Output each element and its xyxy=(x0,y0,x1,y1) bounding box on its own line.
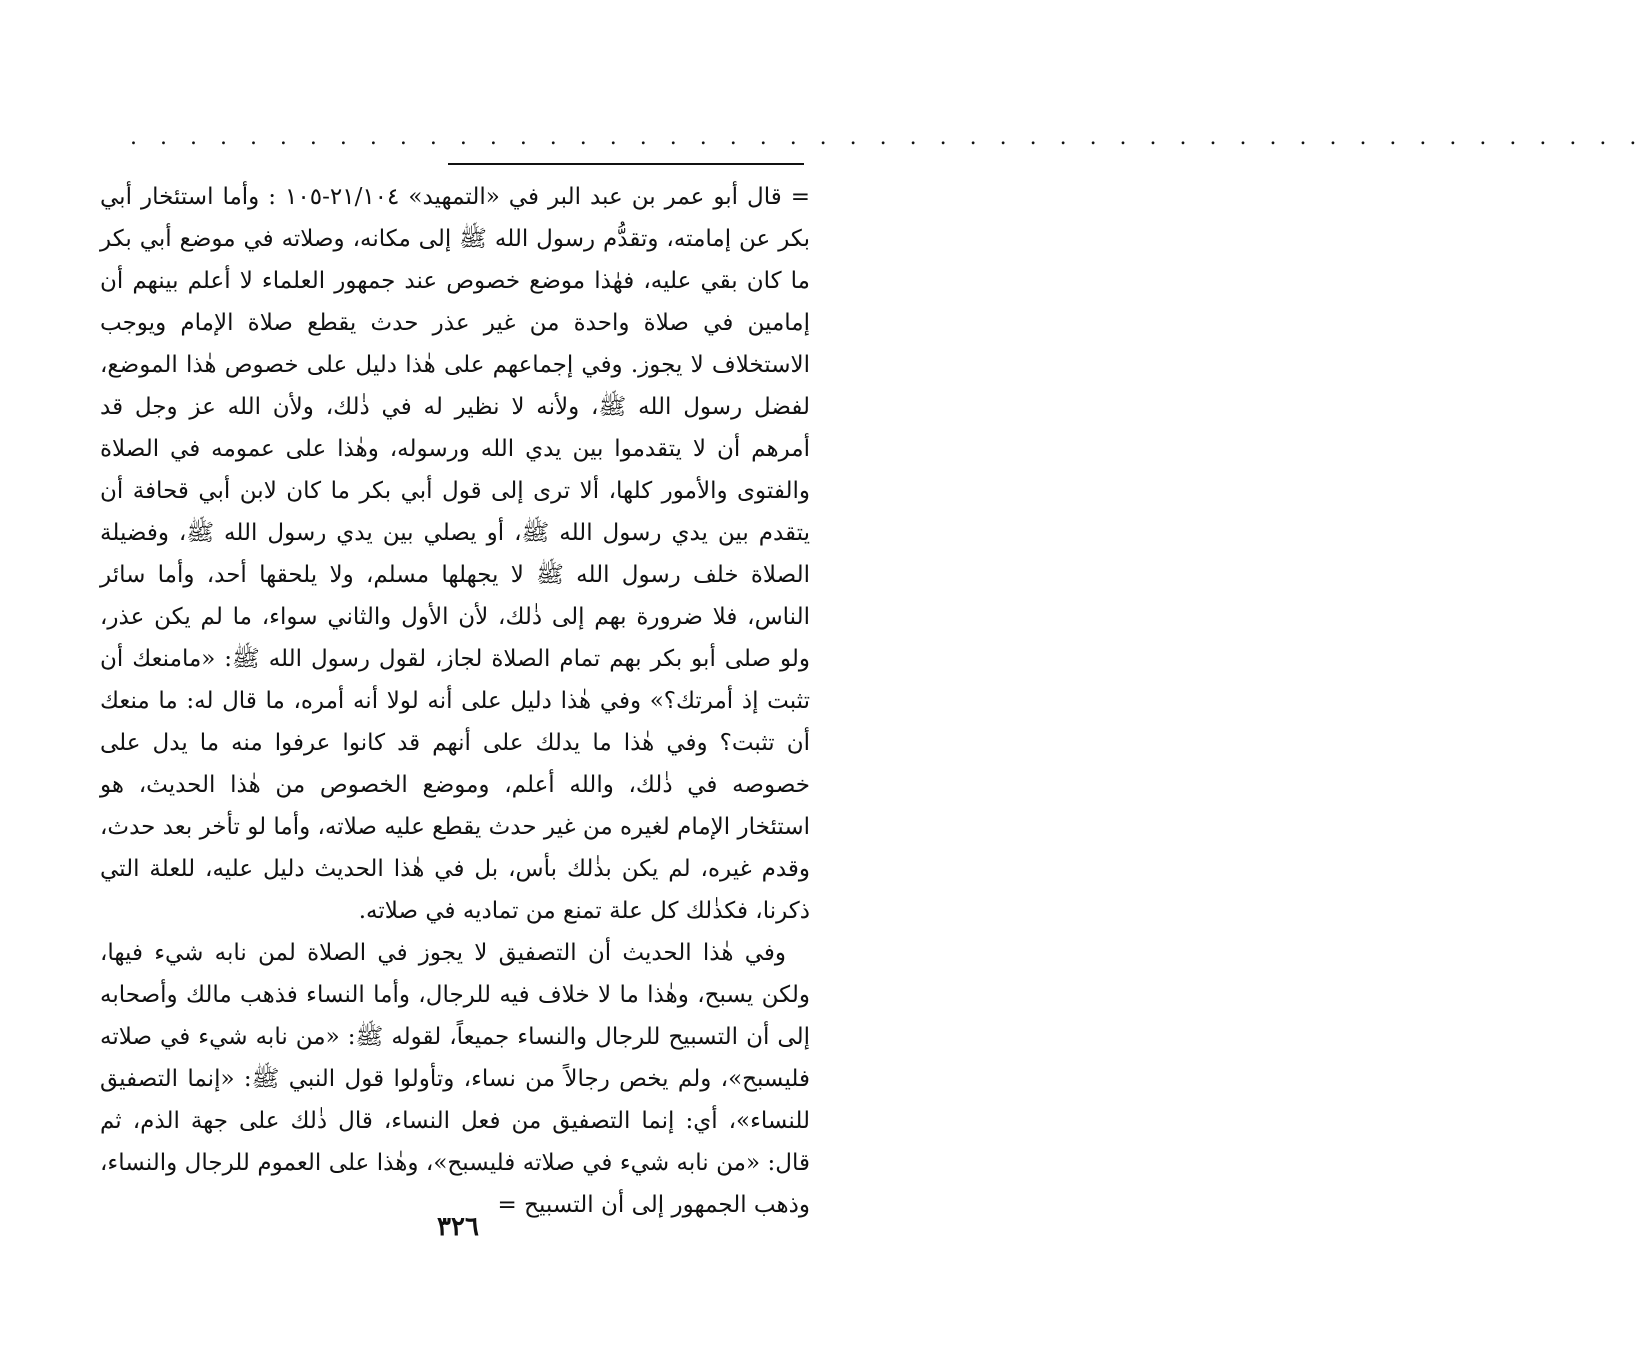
footnote-rule xyxy=(448,163,804,165)
footnote-paragraph-1: = قال أبو عمر بن عبد البر في «التمهيد» ٢١/١٠٤-١٠٥ : وأما استئخار أبي بكر عن إمامته، وتقدُّم رسول الله ﷺ إلى مكانه، وصلاته في موضع أبي بكر ما كان بقي عليه، فهٰذا موضع خصوص عند جمهور العلماء لا أعلم بينهم أن إمامين في صلاة واحدة من غير عذر حدث يقطع صلاة الإمام ويوجب الاستخلاف لا يجوز. وفي إجماعهم على هٰذا دليل على خصوص هٰذا الموضع، لفضل رسول الله ﷺ، ولأنه لا نظير له في ذٰلك، ولأن الله عز وجل قد أمرهم أن لا يتقدموا بين يدي الله ورسوله، وهٰذا على عمومه في الصلاة والفتوى والأمور كلها، ألا ترى إلى قول أبي بكر ما كان لابن أبي قحافة أن يتقدم بين يدي رسول الله ﷺ، أو يصلي بين يدي رسول الله ﷺ، وفضيلة الصلاة خلف رسول الله ﷺ لا يجهلها مسلم، ولا يلحقها أحد، وأما سائر الناس، فلا ضرورة بهم إلى ذٰلك، لأن الأول والثاني سواء، ما لم يكن عذر، ولو صلى أبو بكر بهم تمام الصلاة لجاز، لقول رسول الله ﷺ: «مامنعك أن تثبت إذ أمرتك؟» وفي هٰذا دليل على أنه لولا أنه أمره، ما قال له: ما منعك أن تثبت؟ وفي هٰذا ما يدلك على أنهم قد كانوا عرفوا منه ما يدل على خصوصه في ذٰلك، والله أعلم، وموضع الخصوص من هٰذا الحديث، هو استئخار الإمام لغيره من غير حدث يقطع عليه صلاته، وأما لو تأخر بعد حدث، وقدم غيره، لم يكن بذٰلك بأس، بل في هٰذا الحديث دليل عليه، للعلة التي ذكرنا، فكذٰلك كل علة تمنع من تماديه في صلاته. xyxy=(100,184,810,924)
dotted-separator: . . . . . . . . . . . . . . . . . . . . . . . . . . . . . . . . . . . . . . . . . . . . . . . . . . . xyxy=(130,125,1644,150)
footnote-block xyxy=(100,176,810,1226)
page-number: ٣٢٦ xyxy=(437,1212,479,1242)
footnote-paragraph-2: وفي هٰذا الحديث أن التصفيق لا يجوز في الصلاة لمن نابه شيء فيها، ولكن يسبح، وهٰذا ما لا خلاف فيه للرجال، وأما النساء فذهب مالك وأصحابه إلى أن التسبيح للرجال والنساء جميعاً، لقوله ﷺ: «من نابه شيء في صلاته فليسبح»، ولم يخص رجالاً من نساء، وتأولوا قول النبي ﷺ: «إنما التصفيق للنساء»، أي: إنما التصفيق من فعل النساء، قال ذٰلك على جهة الذم، ثم قال: «من نابه شيء في صلاته فليسبح»، وهٰذا على العموم للرجال والنساء، وذهب الجمهور إلى أن التسبيح = xyxy=(100,940,810,1218)
